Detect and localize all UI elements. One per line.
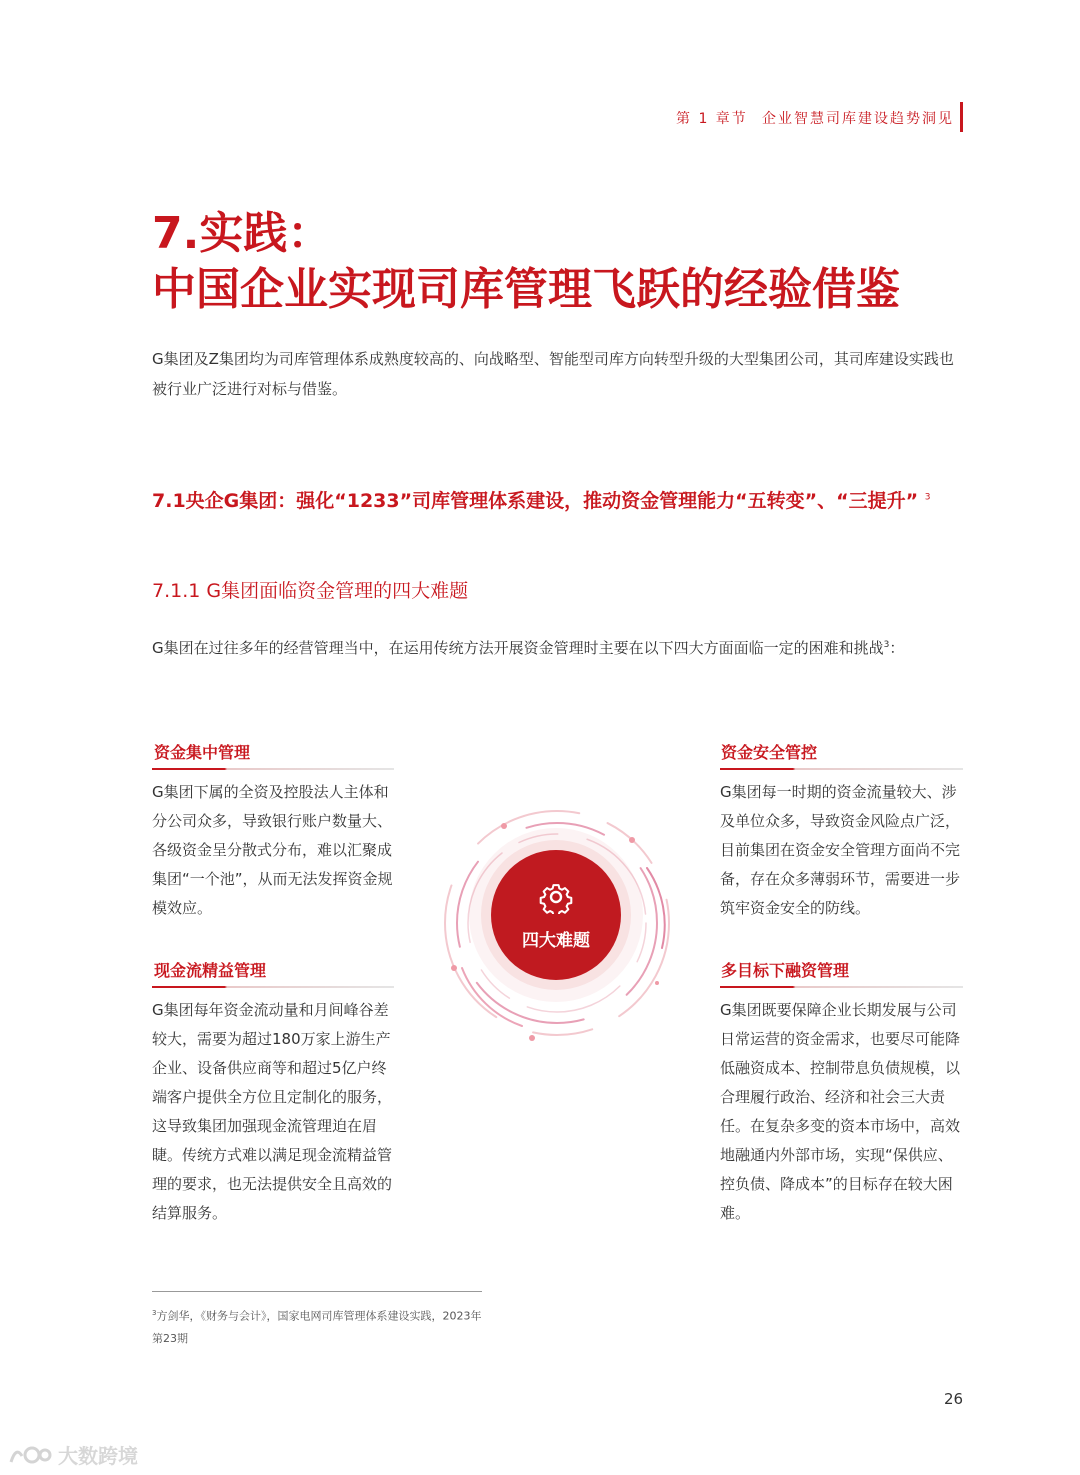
section-7-1-1-heading: 7.1.1 G集团面临资金管理的四大难题 — [152, 580, 469, 602]
intro-paragraph: G集团及Z集团均为司库管理体系成熟度较高的、向战略型、智能型司库方向转型升级的大型集团公司，其司库建设实践也被行业广泛进行对标与借鉴。 — [152, 350, 954, 398]
header-divider — [960, 102, 963, 132]
center-label: 四大难题 — [522, 931, 590, 951]
lead-paragraph — [152, 632, 972, 661]
block-title-capital-centralization: 资金集中管理 — [154, 743, 251, 762]
watermark-text: 大数跨境 — [58, 1444, 138, 1468]
section-label: 企业智慧司库建设趋势洞见 — [762, 111, 954, 127]
gear-icon — [539, 880, 573, 914]
block-rule — [152, 768, 394, 770]
block-body-financing: G集团既要保障企业长期发展与公司日常运营的资金需求，也要尽可能降低融资成本、控制带息负债规模，以合理履行政治、经济和社会三大责任。在复杂多变的资本市场中，高效地融通内外部市场，实现“保供应、控负债、降成本”的目标存在较大困难。 — [720, 1001, 961, 1222]
chapter-label: 第 1 章节 — [676, 111, 748, 127]
section-7-1-heading — [152, 486, 982, 513]
center-core-circle — [491, 850, 621, 980]
footnote-ref: 3 — [924, 492, 931, 503]
watermark-logo-icon — [8, 1442, 52, 1468]
footnote-ref: 3 — [883, 640, 890, 650]
block-rule — [720, 986, 963, 988]
block-body-capital-security: G集团每一时期的资金流量较大、涉及单位众多，导致资金风险点广泛，目前集团在资金安全管理方面尚不完备，存在众多薄弱环节，需要进一步筑牢资金安全的防线。 — [720, 783, 961, 917]
block-rule — [152, 986, 394, 988]
page-number: 26 — [944, 1390, 964, 1408]
block-body-capital-centralization: G集团下属的全资及控股法人主体和分公司众多，导致银行账户数量大、各级资金呈分散式分布，难以汇聚成集团“一个池”，从而无法发挥资金规模效应。 — [152, 783, 393, 917]
footnote — [152, 1302, 492, 1350]
page-title-line2: 中国企业实现司库管理飞跃的经验借鉴 — [152, 264, 900, 315]
page-title-line1: 7.实践： — [152, 208, 332, 259]
watermark — [8, 1440, 138, 1469]
block-title-financing: 多目标下融资管理 — [721, 961, 850, 980]
lead-text: G集团在过往多年的经营管理当中，在运用传统方法开展资金管理时主要在以下四大方面面临一定的困难和挑战 — [152, 639, 884, 657]
footnote-rule — [152, 1291, 482, 1292]
block-body-cashflow: G集团每年资金流动量和月间峰谷差较大，需要为超过180万家上游生产企业、设备供应商等和超过5亿户终端客户提供全方位且定制化的服务，这导致集团加强现金流管理迫在眉睫。传统方式难以满足现金流精益管理的要求，也无法提供安全且高效的结算服务。 — [152, 1001, 393, 1222]
block-rule — [720, 768, 963, 770]
block-title-capital-security: 资金安全管控 — [721, 743, 818, 762]
footnote-text: 方剑华，《财务与会计》，国家电网司库管理体系建设实践，2023年第23期 — [152, 1309, 482, 1345]
footnote-marker: 3 — [152, 1309, 157, 1317]
block-title-cashflow: 现金流精益管理 — [154, 961, 267, 980]
lead-end: ： — [889, 639, 905, 657]
section-7-1-text: 7.1央企G集团：强化“1233”司库管理体系建设，推动资金管理能力“五转变”、“三提升” — [152, 490, 919, 512]
